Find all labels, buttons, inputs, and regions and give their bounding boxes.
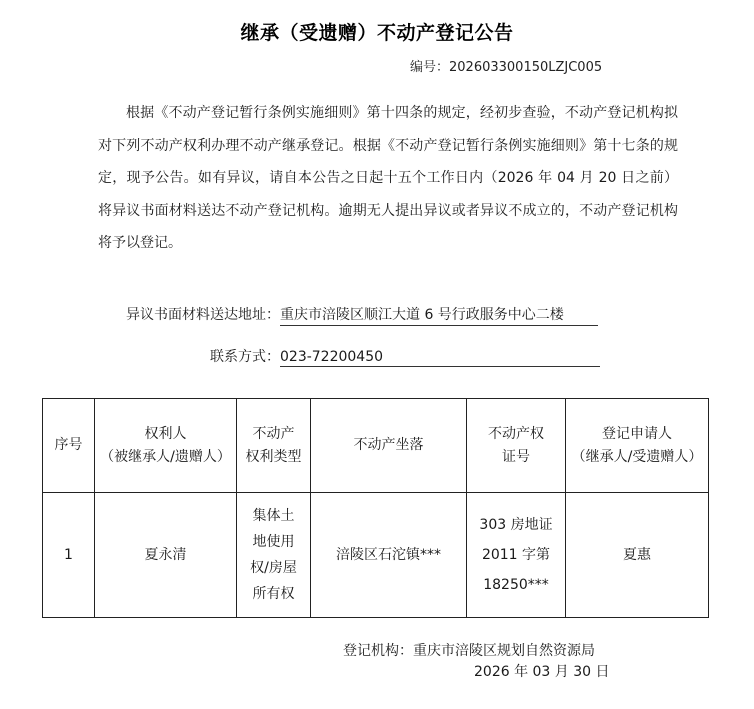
objection-address (126, 304, 598, 326)
registration-authority: 登记机构：重庆市涪陵区规划自然资源局 (343, 643, 595, 659)
row-holder: 夏永清 (95, 493, 237, 618)
row-right-type-line: 权/房屋 (250, 560, 297, 576)
row-certificate-line: 303 房地证 (479, 517, 553, 533)
contact-value: 023-72200450 (280, 349, 600, 367)
header-right-type (237, 399, 311, 493)
objection-address-label: 异议书面材料送达地址： (126, 307, 280, 323)
property-table (42, 398, 709, 618)
row-certificate-line: 2011 字第 (481, 547, 551, 563)
contact-info (210, 346, 600, 367)
notice-serial-number: 编号：202603300150LZJC005 (410, 60, 603, 75)
header-certificate (467, 399, 566, 493)
notice-date: 2026 年 03 月 30 日 (474, 664, 610, 680)
notice-body-paragraph: 根据《不动产登记暂行条例实施细则》第十四条的规定，经初步查验，不动产登记机构拟对下列不动产权利办理不动产继承登记。根据《不动产登记暂行条例实施细则》第十七条的规定，现予公告。如有异议，请自本公告之日起十五个工作日内（2026 年 04 月 20 日之前）将异议书面材料送达不动产登记机构。逾期无人提出异议或者异议不成立的，不动产登记机构将予以登记。 (98, 105, 678, 251)
header-location-line1: 不动产坐落 (353, 437, 424, 453)
row-location: 涪陵区石沱镇*** (311, 493, 467, 618)
header-certificate-line1: 不动产权 (488, 425, 544, 442)
row-applicant: 夏惠 (566, 493, 709, 618)
header-applicant-line2: （继承人/受遗赠人） (571, 448, 703, 465)
contact-label: 联系方式： (210, 349, 280, 365)
row-certificate (467, 493, 566, 618)
header-right-type-line1: 不动产 (252, 425, 295, 442)
table-row (43, 493, 709, 618)
row-right-type-line: 所有权 (252, 586, 295, 602)
header-applicant-line1: 登记申请人 (602, 425, 672, 442)
header-holder-line1: 权利人 (144, 425, 187, 442)
header-index (43, 399, 95, 493)
notice-title: 继承（受遗赠）不动产登记公告 (240, 22, 514, 44)
header-location (311, 399, 467, 493)
objection-address-value: 重庆市涪陵区顺江大道 6 号行政服务中心二楼 (280, 304, 598, 326)
header-certificate-line2: 证号 (502, 448, 530, 465)
table-header-row (43, 399, 709, 493)
row-right-type-line: 地使用 (252, 534, 295, 550)
row-right-type (237, 493, 311, 618)
header-holder (95, 399, 237, 493)
row-index: 1 (43, 493, 95, 618)
row-right-type-line: 集体土 (252, 508, 295, 524)
header-index-line1: 序号 (54, 437, 83, 453)
header-applicant (566, 399, 709, 493)
header-right-type-line2: 权利类型 (245, 448, 302, 465)
row-certificate-line: 18250*** (483, 577, 549, 593)
header-holder-line2: （被继承人/遗赠人） (100, 448, 231, 465)
